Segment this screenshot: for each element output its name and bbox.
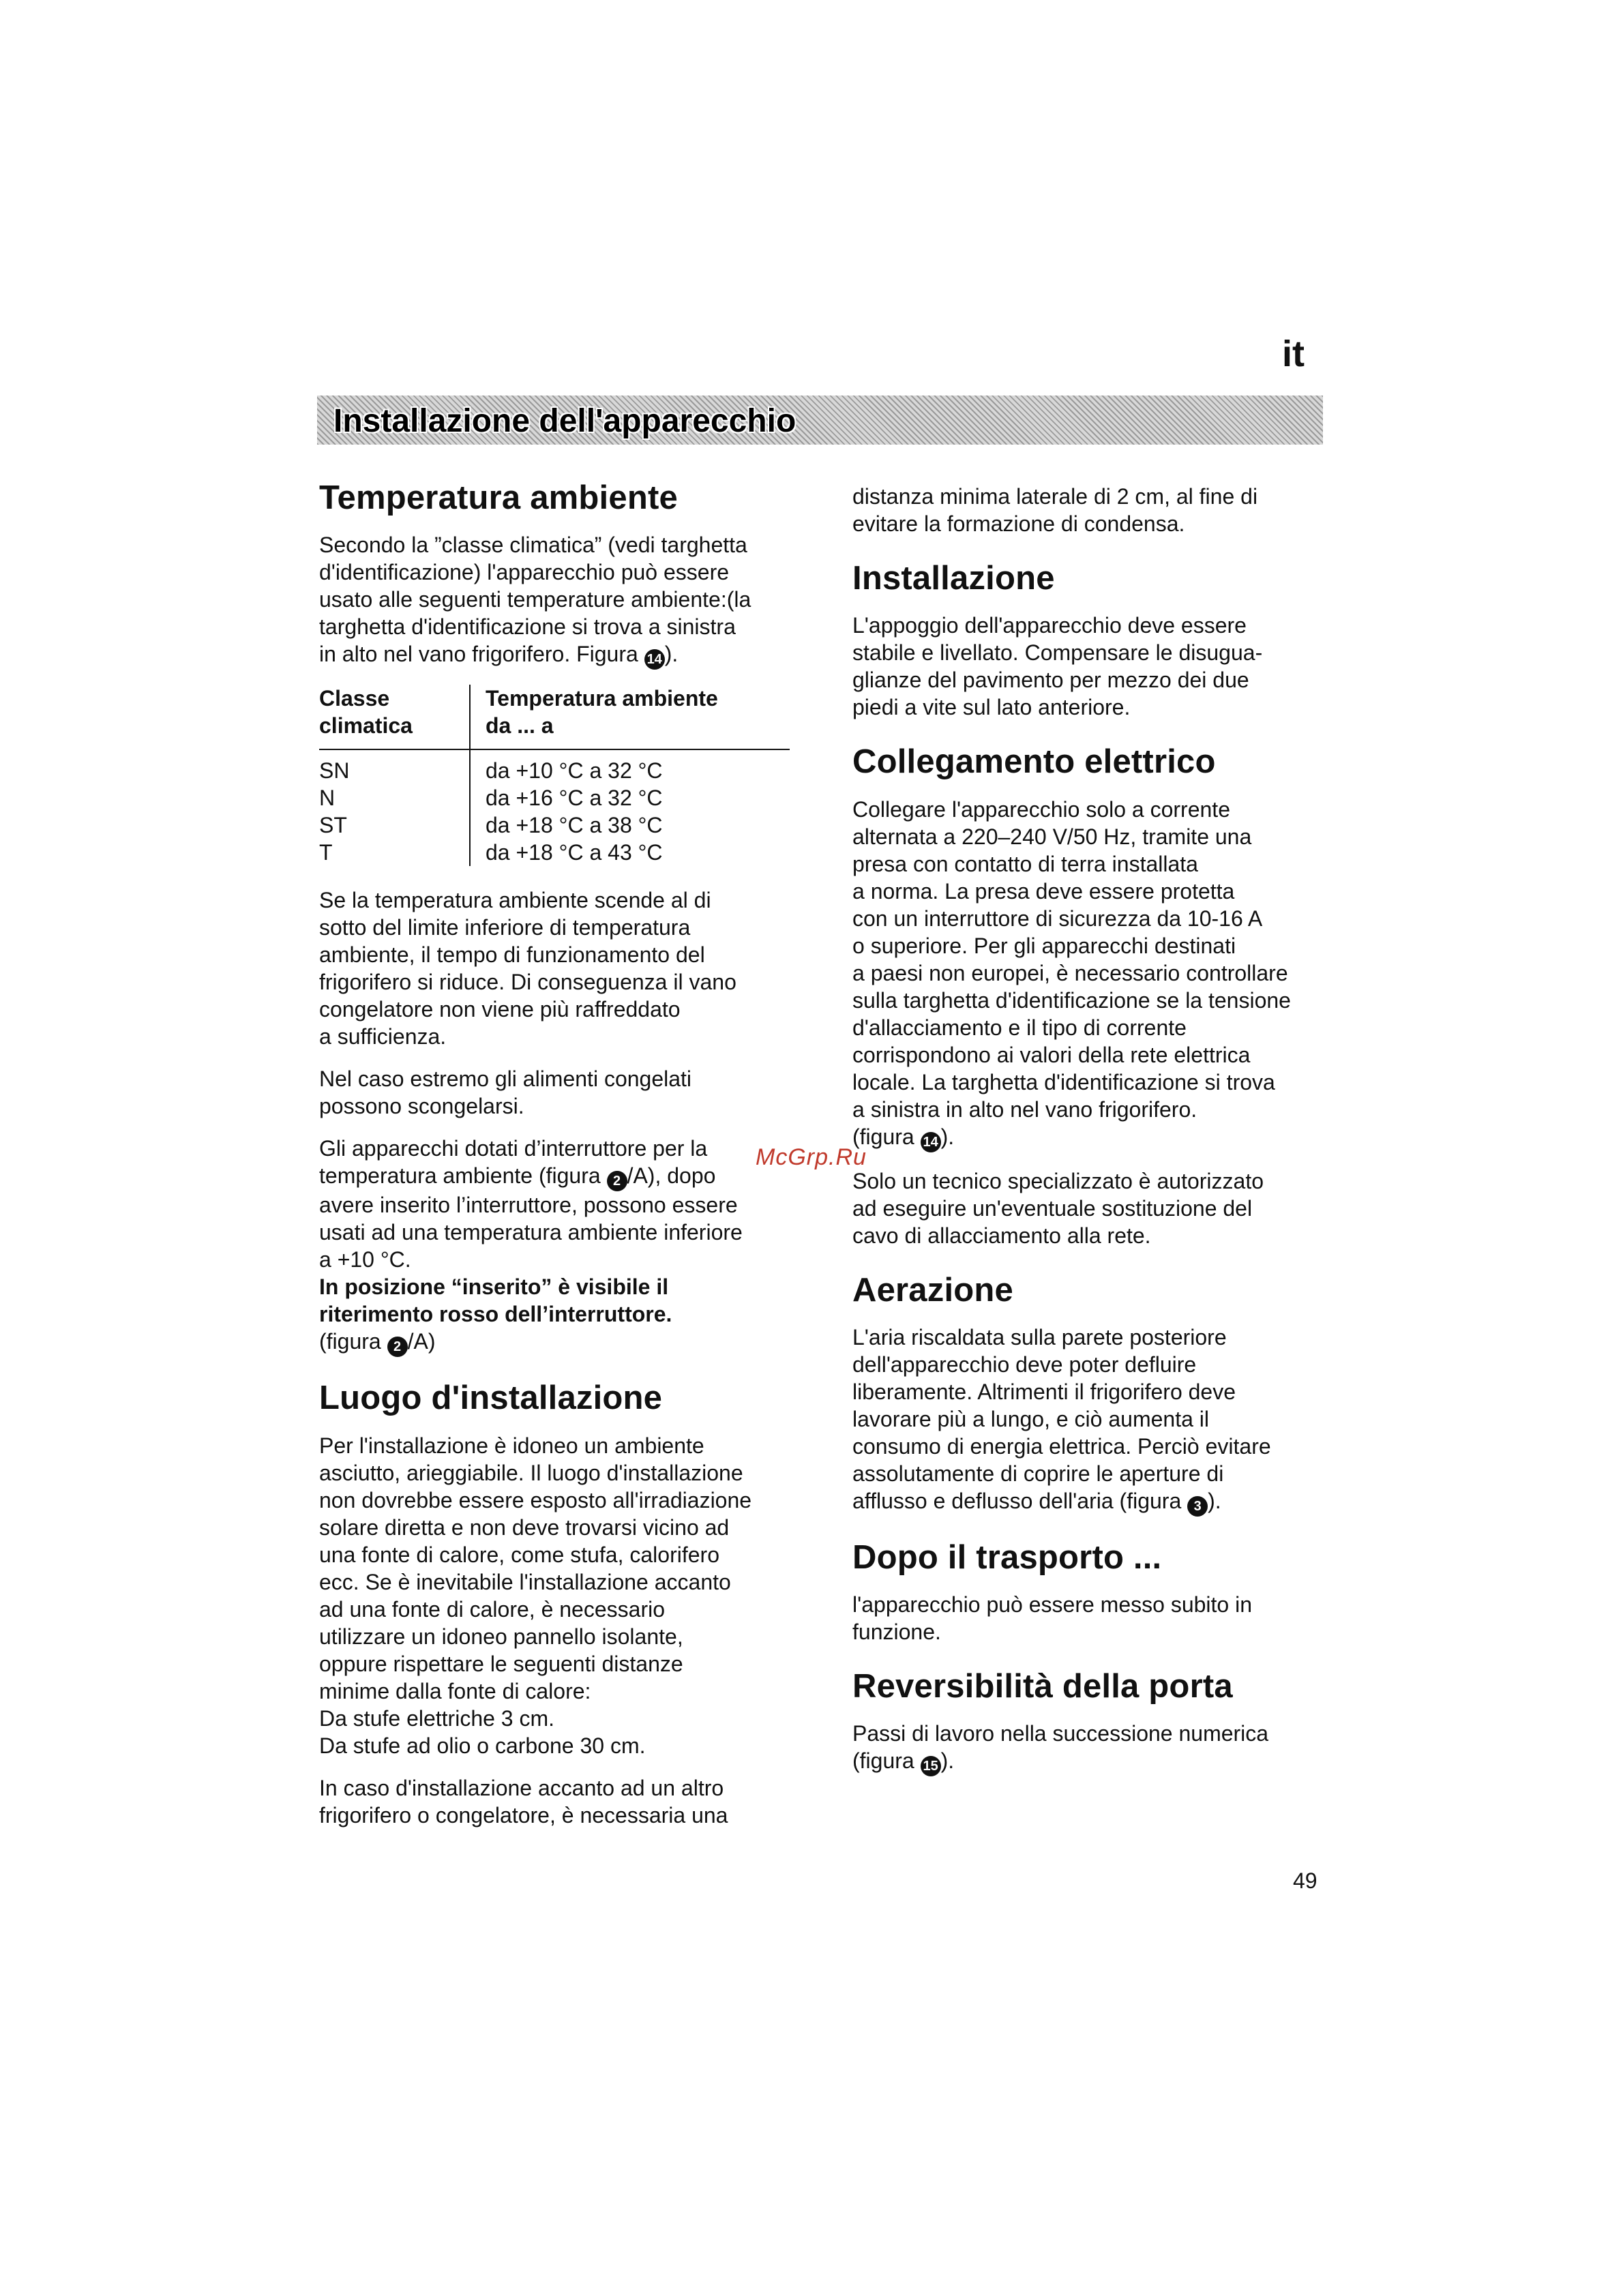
text-line: d'identificazione) l'apparecchio può essere bbox=[319, 560, 730, 585]
text-line: a paesi non europei, è necessario controllare bbox=[852, 960, 1288, 985]
text-line: Solo un tecnico specializzato è autorizzato bbox=[852, 1168, 1264, 1193]
text-line bbox=[852, 1123, 1323, 1152]
text-line: Da stufe elettriche 3 cm. bbox=[319, 1705, 555, 1731]
text-fragment: (figura bbox=[319, 1329, 387, 1354]
table-row bbox=[319, 839, 790, 866]
page-number: 49 bbox=[1293, 1868, 1317, 1893]
header-line: climatica bbox=[319, 713, 413, 739]
text-line: Secondo la ”classe climatica” (vedi targhetta bbox=[319, 533, 747, 558]
collegamento-paragraph-2 bbox=[852, 1167, 1323, 1249]
text-line: lavorare più a lungo, e ciò aumenta il bbox=[852, 1406, 1209, 1431]
text-line: l'apparecchio può essere messo subito in bbox=[852, 1592, 1252, 1617]
figure-number-badge: 15 bbox=[921, 1756, 941, 1776]
text-line: L'aria riscaldata sulla parete posteriore bbox=[852, 1324, 1227, 1350]
temperatura-heading: Temperatura ambiente bbox=[319, 479, 678, 516]
text-line: dell'apparecchio deve poter defluire bbox=[852, 1352, 1197, 1377]
text-line: frigorifero o congelatore, è necessaria una bbox=[319, 1802, 728, 1828]
text-line: ad una fonte di calore, è necessario bbox=[319, 1596, 665, 1622]
text-line bbox=[852, 1487, 1323, 1517]
text-line: piedi a vite sul lato anteriore. bbox=[852, 695, 1131, 720]
text-line bbox=[319, 640, 790, 670]
class-cell: N bbox=[319, 786, 336, 811]
text-fragment: temperatura ambiente (figura bbox=[319, 1163, 607, 1189]
reversibilita-heading: Reversibilità della porta bbox=[852, 1668, 1233, 1705]
header-line: Classe bbox=[319, 686, 390, 711]
text-line: corrispondono ai valori della rete elettrica bbox=[852, 1042, 1251, 1067]
text-line: ambiente, il tempo di funzionamento del bbox=[319, 942, 705, 968]
text-line bbox=[319, 1328, 790, 1357]
text-line: sotto del limite inferiore di temperatura bbox=[319, 915, 691, 940]
text-line: stabile e livellato. Compensare le disugua- bbox=[852, 640, 1263, 666]
header-line: Temperatura ambiente bbox=[486, 686, 718, 711]
text-line: presa con contatto di terra installata bbox=[852, 851, 1198, 876]
text-fragment: (figura bbox=[852, 1124, 921, 1149]
text-line: possono scongelarsi. bbox=[319, 1094, 524, 1119]
class-cell: T bbox=[319, 840, 333, 865]
text-line: a sufficienza. bbox=[319, 1024, 447, 1049]
figure-number-badge: 3 bbox=[1187, 1496, 1208, 1517]
table-row bbox=[319, 784, 790, 811]
collegamento-heading: Collegamento elettrico bbox=[852, 743, 1216, 781]
text-fragment: ). bbox=[1208, 1488, 1221, 1513]
right-column bbox=[852, 483, 1323, 1791]
text-fragment: ). bbox=[940, 1748, 955, 1774]
text-line bbox=[852, 1747, 1323, 1776]
language-tag: it bbox=[1282, 333, 1305, 374]
text-line: consumo di energia elettrica. Perciò evitare bbox=[852, 1433, 1271, 1459]
text-line: assolutamente di coprire le aperture di bbox=[852, 1461, 1224, 1486]
text-line: cavo di allacciamento alla rete. bbox=[852, 1223, 1151, 1248]
text-line: L'appoggio dell'apparecchio deve essere bbox=[852, 613, 1247, 638]
text-line: Per l'installazione è idoneo un ambiente bbox=[319, 1433, 704, 1458]
luogo-paragraph-2 bbox=[319, 1774, 790, 1829]
range-cell: da +18 °C a 38 °C bbox=[470, 811, 790, 839]
luogo-paragraph bbox=[319, 1432, 790, 1759]
text-line: Se la temperatura ambiente scende al di bbox=[319, 888, 711, 913]
figure-number-badge: 2 bbox=[607, 1171, 627, 1191]
range-cell: da +10 °C a 32 °C bbox=[470, 749, 790, 784]
class-cell: SN bbox=[319, 758, 350, 784]
text-line: targhetta d'identificazione si trova a sinistra bbox=[319, 614, 736, 640]
text-fragment: /A), dopo bbox=[627, 1163, 716, 1189]
trasporto-heading: Dopo il trasporto ... bbox=[852, 1538, 1162, 1576]
class-cell: ST bbox=[319, 813, 347, 838]
text-fragment: afflusso e deflusso dell'aria (figura bbox=[852, 1488, 1188, 1513]
watermark: McGrp.Ru bbox=[756, 1144, 867, 1170]
text-line: minime dalla fonte di calore: bbox=[319, 1678, 591, 1703]
banner-title: Installazione dell'apparecchio bbox=[333, 403, 796, 439]
text-line: frigorifero si riduce. Di conseguenza il vano bbox=[319, 970, 736, 995]
text-line: utilizzare un idoneo pannello isolante, bbox=[319, 1624, 683, 1649]
luogo-heading: Luogo d'installazione bbox=[319, 1380, 663, 1417]
text-line: funzione. bbox=[852, 1620, 941, 1644]
text-line: con un interruttore di sicurezza da 10-16 A bbox=[852, 906, 1263, 931]
aerazione-paragraph bbox=[852, 1324, 1323, 1517]
text-line: Collegare l'apparecchio solo a corrente bbox=[852, 796, 1230, 822]
text-line: o superiore. Per gli apparecchi destinati bbox=[852, 933, 1236, 958]
text-line: Da stufe ad olio o carbone 30 cm. bbox=[319, 1733, 646, 1758]
text-line: a +10 °C. bbox=[319, 1247, 411, 1272]
text-line: locale. La targhetta d'identificazione si trova bbox=[852, 1069, 1275, 1094]
trasporto-paragraph bbox=[852, 1591, 1323, 1645]
text-fragment: in alto nel vano frigorifero. Figura bbox=[319, 642, 644, 667]
text-line: liberamente. Altrimenti il frigorifero deve bbox=[852, 1379, 1236, 1404]
text-fragment: ). bbox=[940, 1124, 955, 1149]
extreme-case-paragraph bbox=[319, 1065, 790, 1120]
text-fragment: ). bbox=[664, 642, 679, 667]
text-line: congelatore non viene più raffreddato bbox=[319, 997, 681, 1022]
text-fragment: (figura bbox=[852, 1748, 921, 1774]
aerazione-heading: Aerazione bbox=[852, 1271, 1013, 1309]
left-column bbox=[319, 477, 790, 1844]
text-fragment: /A) bbox=[407, 1329, 436, 1354]
range-cell: da +18 °C a 43 °C bbox=[470, 839, 790, 866]
figure-number-badge: 14 bbox=[644, 649, 665, 670]
text-line: evitare la formazione di condensa. bbox=[852, 511, 1185, 536]
text-line: alternata a 220–240 V/50 Hz, tramite una bbox=[852, 824, 1252, 849]
bold-text-line: riterimento rosso dell’interruttore. bbox=[319, 1302, 672, 1327]
text-line: asciutto, arieggiabile. Il luogo d'installazione bbox=[319, 1460, 743, 1485]
low-temperature-paragraph bbox=[319, 886, 790, 1050]
section-banner bbox=[317, 396, 1323, 445]
temperatura-intro bbox=[319, 531, 790, 670]
continued-paragraph bbox=[852, 483, 1323, 537]
text-line: distanza minima laterale di 2 cm, al fine di bbox=[852, 484, 1258, 509]
text-line: ecc. Se è inevitabile l'installazione accanto bbox=[319, 1569, 731, 1594]
text-line: usati ad una temperatura ambiente inferiore bbox=[319, 1220, 743, 1245]
reversibilita-paragraph bbox=[852, 1720, 1323, 1776]
text-line: non dovrebbe essere esposto all'irradiazione bbox=[319, 1487, 752, 1512]
text-line: glianze del pavimento per mezzo dei due bbox=[852, 668, 1249, 693]
header-line: da ... a bbox=[486, 713, 554, 739]
text-line: In caso d'installazione accanto ad un altro bbox=[319, 1775, 724, 1800]
header-classe bbox=[319, 685, 470, 749]
text-line: avere inserito l’interruttore, possono essere bbox=[319, 1193, 738, 1218]
text-line: Passi di lavoro nella successione numerica bbox=[852, 1721, 1269, 1746]
text-line bbox=[319, 1162, 790, 1191]
switch-paragraph bbox=[319, 1135, 790, 1357]
text-line: solare diretta e non deve trovarsi vicino ad bbox=[319, 1515, 730, 1540]
installazione-heading: Installazione bbox=[852, 560, 1055, 597]
text-line: Nel caso estremo gli alimenti congelati bbox=[319, 1067, 692, 1092]
table-header-row bbox=[319, 685, 790, 749]
bold-text-line: In posizione “inserito” è visibile il bbox=[319, 1274, 669, 1300]
text-line: a sinistra in alto nel vano frigorifero. bbox=[852, 1097, 1197, 1122]
figure-number-badge: 2 bbox=[387, 1337, 408, 1357]
collegamento-paragraph bbox=[852, 796, 1323, 1152]
text-line: ad eseguire un'eventuale sostituzione del bbox=[852, 1195, 1253, 1221]
text-line: usato alle seguenti temperature ambiente:(la bbox=[319, 587, 751, 612]
text-line: una fonte di calore, come stufa, calorifero bbox=[319, 1542, 719, 1567]
text-line: oppure rispettare le seguenti distanze bbox=[319, 1651, 683, 1676]
table-row bbox=[319, 749, 790, 784]
text-line: a norma. La presa deve essere protetta bbox=[852, 878, 1235, 904]
climate-class-table bbox=[319, 685, 790, 866]
table-row bbox=[319, 811, 790, 839]
header-temperatura bbox=[470, 685, 790, 749]
text-line: d'allacciamento e il tipo di corrente bbox=[852, 1015, 1187, 1040]
text-line: Gli apparecchi dotati d’interruttore per la bbox=[319, 1136, 708, 1161]
text-line: sulla targhetta d'identificazione se la tensione bbox=[852, 987, 1291, 1013]
figure-number-badge: 14 bbox=[921, 1132, 941, 1152]
range-cell: da +16 °C a 32 °C bbox=[470, 784, 790, 811]
installazione-paragraph bbox=[852, 612, 1323, 721]
